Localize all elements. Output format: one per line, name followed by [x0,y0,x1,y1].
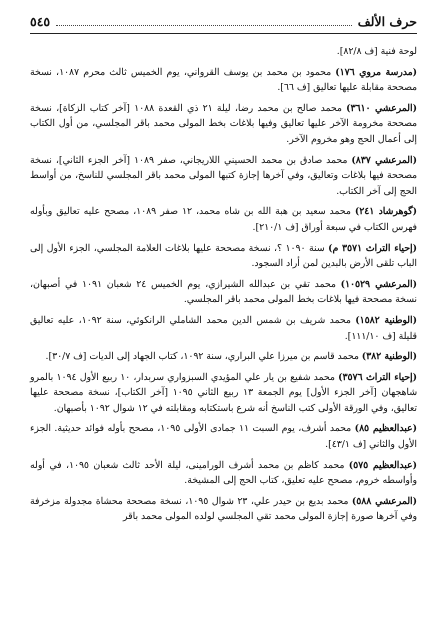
entry-text: محمد صالح بن محمد رضا، ليلة ٢١ ذي القعدة ١٠٨٨ [آخر كتاب الزكاة]، نسخة مصححة مخرومة الآخر عليها تعاليق وفيها بلاغات بخط المولى محمد باقر المجلسي، من أول الكتاب إلى أعمال الحج وهو مخروم الآخر. [30,102,417,145]
entry-heading: (الوطنية ٣٨٢) [361,351,417,363]
entry-heading: (گوهرشاد ٢٤١) [354,206,417,218]
entry-text: محمد شفيع بن يار علي المؤيدي السبزواري سربدار، ١٠ ربيع الأول ١٠٩٤ بالمرو شاهجهان [آخر الجزء الأول] يوم الجمعة ١٣ ربيع الثاني ١٠٩٥ [آخر الكتاب]، نسخة مصححة عليها تعاليق، وفي الورقة الأولى كتب الناسخ أنه شرع باستكتابه ومقابلته في ١٢ شوال ١٠٩٢ بأصبهان. [30,371,417,414]
entry-heading: (عبدالعظيم ٨٥) [354,423,417,435]
entry-8 [30,313,417,344]
entry-text: محمد تقي بن عبدالله الشيرازي، يوم الخميس ٢٤ شعبان ١٠٩١ في أصبهان، نسخة مصححة فيها بلاغات بخط المولى محمد باقر المجلسي. [30,278,417,306]
entry-heading: (مدرسة مروي ١٧٦) [335,66,417,78]
page-number: ٥٤٥ [30,14,51,29]
page-header [30,14,417,33]
header-dotted-leader [56,25,352,26]
entry-11 [30,421,417,452]
entry-7 [30,277,417,308]
entry-5 [30,204,417,235]
entry-text: محمد كاظم بن محمد أشرف الورامينى، ليلة الأحد ثالث شعبان ١٠٩٥، في أوله وأواسطه خروم، مصحح عليه تعليق، كتاب الحج إلى المشيخة. [30,459,417,487]
entry-12 [30,458,417,489]
header-rule [30,33,417,34]
entry-text: لوحة فنية [ف ٨٢/٨]. [336,46,417,57]
entry-heading: (الوطنية ١٥٨٢) [355,314,417,326]
entry-text: سنة ١٠٩٠ ؟، نسخة مصححة عليها بلاغات العلامة المجلسي، الجزء الأول إلى الباب تلقى الأرض بالبدين لمن أراد السجود. [30,242,417,270]
entry-9 [30,349,417,365]
entry-heading: (إحياء التراث ٣٥٧١ م) [328,242,417,254]
entry-text: محمد شريف بن شمس الدين محمد الشاملي الرانكوئي، سنة ١٠٩٢، عليه تعاليق قليلة [ف ١١١/١٠]. [30,314,417,342]
entry-6 [30,241,417,272]
entry-text: محمد سعيد بن هبة الله بن شاه محمد، ١٢ صفر ١٠٨٩، مصحح عليه تعاليق وبأوله فهرس الكتاب في سبعة أوراق [ف ٢١٠/١]. [30,206,417,233]
entry-13 [30,494,417,525]
entry-text: محمد بديع بن حيدر علي، ٢٣ شوال ١٠٩٥، نسخة مصححة محشاة مجدولة مزخرفة وفي آخرها صورة إجازة المولى محمد تقي المجلسي لولده المولى محمد باقر [30,495,417,523]
entry-heading: (إحياء التراث ٣٥٧٦) [338,371,417,383]
entry-text: محمد أشرف، يوم السبت ١١ جمادى الأولى ١٠٩٥، مصحح بأوله فوائد حديثية. الجزء الأول والثاني [ف ٤٣/١]. [30,423,417,451]
entry-text: محمد قاسم بن ميرزا علي البراري، سنة ١٠٩٢، كتاب الجهاد إلى الديات [ف ٣٠/٧]. [45,351,362,363]
page-body [30,44,417,525]
entry-3 [30,101,417,148]
entry-heading: (المرعشي ٥٨٨) [351,495,418,507]
entry-10 [30,370,417,417]
entry-2 [30,65,417,96]
entry-text: محمد صادق بن محمد الحسيني اللاريجاني، صفر ١٠٨٩ [آخر الجزء الثاني]، نسخة مصححة فيها بلاغات وتعاليق، وفي آخرها إجازة كتبها المولى محمد باقر المجلسي للناسخ، من أواسط الحج إلى آخر الكتاب. [30,154,417,197]
entry-1 [30,44,417,60]
entry-heading: (المرعشي ٨٣٧) [351,154,417,166]
entry-heading: (المرعشي ١٠٥٢٩) [340,278,417,290]
entry-heading: (عبدالعظيم ٥٧٥) [348,459,418,471]
chapter-title: حرف الألف [357,14,417,29]
entry-4 [30,153,417,200]
entry-text: محمود بن محمد بن يوسف القرواني، يوم الخميس ثالث محرم ١٠٨٧، نسخة مصححة مقابلة عليها تعاليق [ف ٦٦]. [30,66,417,94]
entry-heading: (المرعشي ٣٦١٠) [346,102,417,114]
